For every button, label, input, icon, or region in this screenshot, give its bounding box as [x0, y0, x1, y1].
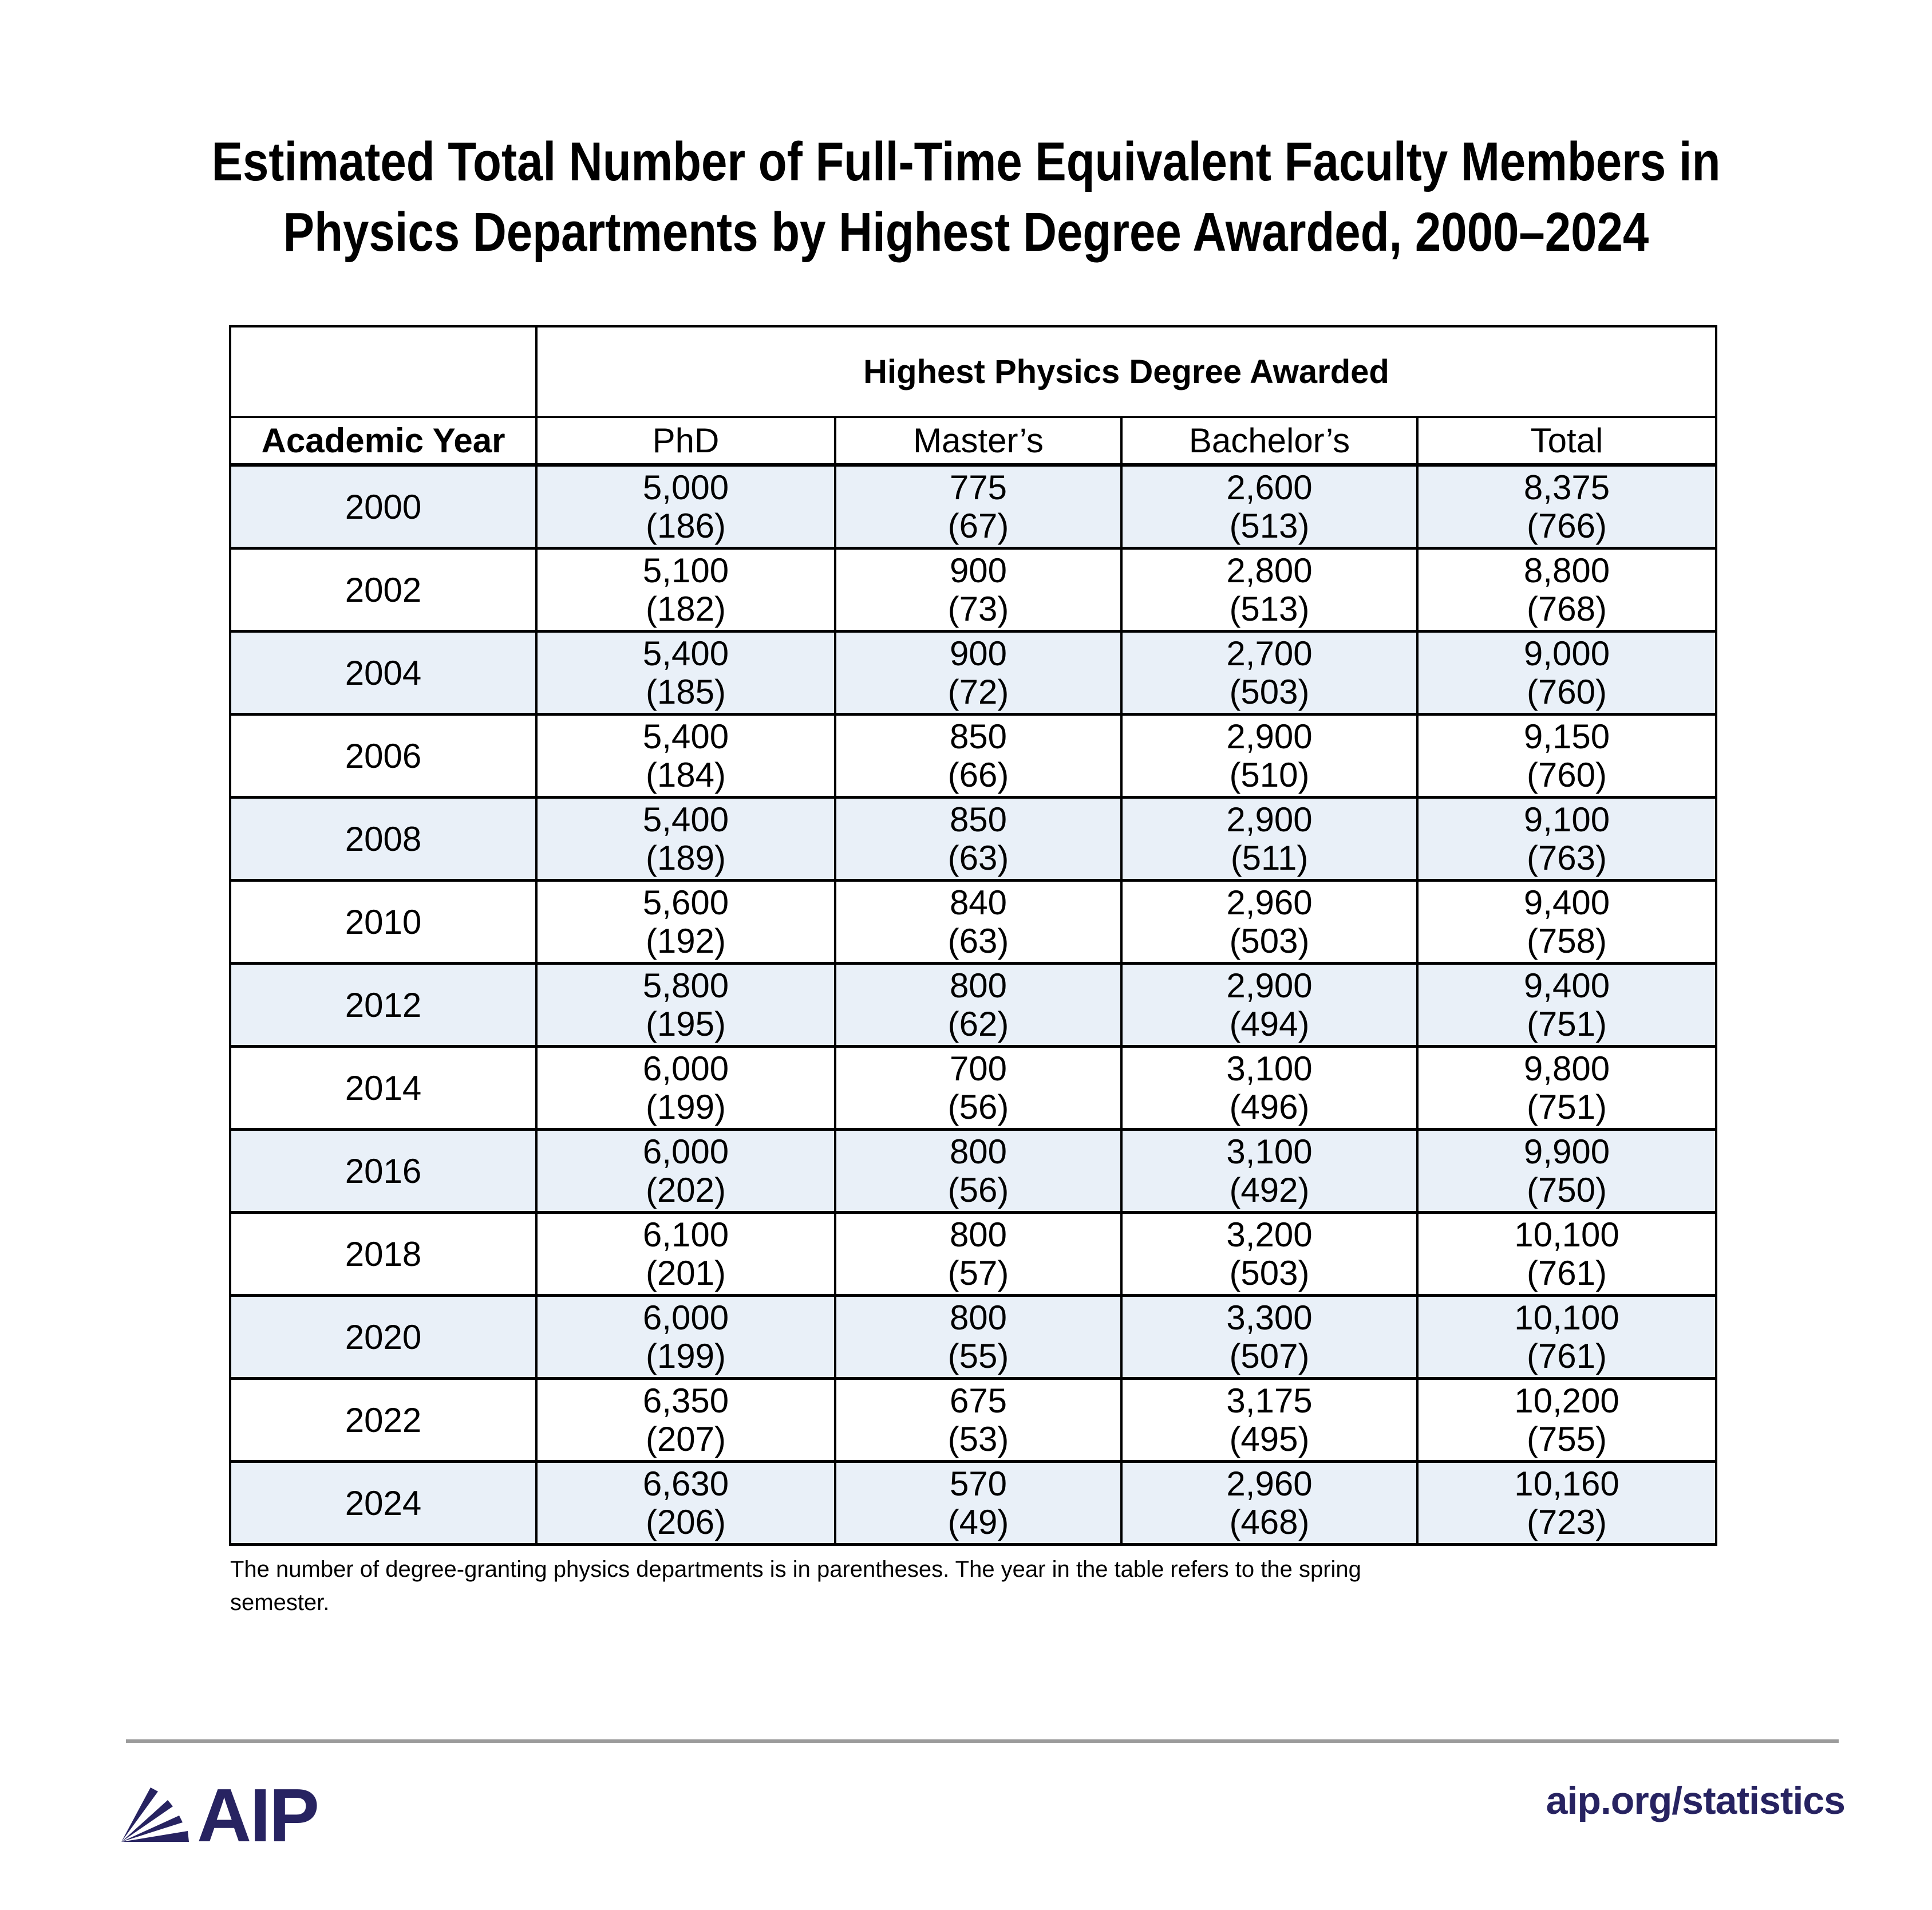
masters-departments: (55) [947, 1337, 1009, 1375]
phd-departments: (206) [645, 1503, 726, 1541]
bachelors-value: 2,700 [1226, 634, 1313, 673]
phd-departments: (184) [645, 756, 726, 794]
aip-logo [119, 1785, 330, 1848]
year-cell: 2018 [230, 1213, 536, 1296]
masters-value: 800 [949, 1132, 1008, 1171]
masters-cell [835, 798, 1121, 881]
phd-cell [536, 964, 835, 1047]
masters-departments: (53) [947, 1420, 1009, 1458]
masters-departments: (73) [947, 590, 1009, 628]
footer-divider [126, 1739, 1839, 1743]
masters-departments: (66) [947, 756, 1009, 794]
year-cell: 2014 [230, 1047, 536, 1130]
masters-cell [835, 1379, 1121, 1462]
total-value: 9,000 [1523, 634, 1610, 673]
group-header-row [230, 326, 1716, 417]
total-value: 9,150 [1523, 717, 1610, 756]
bachelors-value: 3,300 [1226, 1299, 1313, 1337]
group-header: Highest Physics Degree Awarded [536, 326, 1716, 417]
masters-departments: (49) [947, 1503, 1009, 1541]
bachelors-departments: (513) [1229, 507, 1310, 545]
phd-departments: (199) [645, 1337, 726, 1375]
year-cell: 2004 [230, 632, 536, 715]
table-row-2006 [230, 715, 1716, 798]
phd-departments: (201) [645, 1254, 726, 1292]
total-departments: (750) [1526, 1171, 1607, 1209]
total-cell [1417, 1130, 1716, 1213]
bachelors-departments: (503) [1229, 1254, 1310, 1292]
table-row-2016 [230, 1130, 1716, 1213]
bachelors-cell [1121, 1462, 1417, 1545]
table-row-2020 [230, 1296, 1716, 1379]
masters-cell [835, 1296, 1121, 1379]
bachelors-departments: (510) [1229, 756, 1310, 794]
masters-cell [835, 1130, 1121, 1213]
total-value: 10,160 [1514, 1465, 1619, 1503]
phd-departments: (186) [645, 507, 726, 545]
table-row-2008 [230, 798, 1716, 881]
bachelors-value: 2,600 [1226, 468, 1313, 507]
masters-departments: (56) [947, 1171, 1009, 1209]
total-value: 8,375 [1523, 468, 1610, 507]
masters-cell [835, 881, 1121, 964]
figure-title [0, 127, 1932, 268]
masters-value: 840 [949, 883, 1008, 922]
masters-value: 675 [949, 1382, 1008, 1420]
phd-departments: (207) [645, 1420, 726, 1458]
total-value: 9,800 [1523, 1049, 1610, 1088]
table-row-2018 [230, 1213, 1716, 1296]
total-departments: (758) [1526, 922, 1607, 960]
bachelors-value: 2,900 [1226, 966, 1313, 1005]
table-body [230, 465, 1716, 1545]
bachelors-value: 3,200 [1226, 1216, 1313, 1254]
phd-departments: (202) [645, 1171, 726, 1209]
masters-departments: (57) [947, 1254, 1009, 1292]
year-cell: 2008 [230, 798, 536, 881]
phd-value: 6,000 [642, 1049, 729, 1088]
masters-value: 570 [949, 1465, 1008, 1503]
masters-value: 900 [949, 551, 1008, 590]
bachelors-departments: (511) [1230, 839, 1309, 877]
bachelors-cell [1121, 1047, 1417, 1130]
total-cell [1417, 715, 1716, 798]
table-row-2012 [230, 964, 1716, 1047]
phd-cell [536, 1130, 835, 1213]
masters-departments: (63) [947, 922, 1009, 960]
masters-value: 850 [949, 717, 1008, 756]
column-header-academic-year: Academic Year [230, 417, 536, 465]
phd-cell [536, 1213, 835, 1296]
bachelors-departments: (495) [1229, 1420, 1310, 1458]
phd-value: 6,000 [642, 1299, 729, 1337]
total-cell [1417, 881, 1716, 964]
total-departments: (755) [1526, 1420, 1607, 1458]
corner-cell [230, 326, 536, 417]
total-cell [1417, 465, 1716, 548]
bachelors-cell [1121, 964, 1417, 1047]
aip-logo-rays-icon [121, 1787, 189, 1842]
phd-departments: (199) [645, 1088, 726, 1126]
bachelors-value: 2,900 [1226, 800, 1313, 839]
masters-departments: (62) [947, 1005, 1009, 1043]
bachelors-cell [1121, 1213, 1417, 1296]
total-departments: (723) [1526, 1503, 1607, 1541]
year-cell: 2000 [230, 465, 536, 548]
phd-cell [536, 465, 835, 548]
masters-departments: (56) [947, 1088, 1009, 1126]
aip-logo-text: AIP [197, 1785, 318, 1845]
phd-cell [536, 632, 835, 715]
masters-cell [835, 964, 1121, 1047]
table-row-2004 [230, 632, 1716, 715]
total-value: 10,100 [1514, 1299, 1619, 1337]
bachelors-value: 3,100 [1226, 1132, 1313, 1171]
bachelors-departments: (492) [1229, 1171, 1310, 1209]
bachelors-departments: (513) [1229, 590, 1310, 628]
total-departments: (751) [1526, 1088, 1607, 1126]
table-row-2024 [230, 1462, 1716, 1545]
phd-value: 6,350 [642, 1382, 729, 1420]
bachelors-value: 2,960 [1226, 1465, 1313, 1503]
masters-value: 900 [949, 634, 1008, 673]
total-value: 9,900 [1523, 1132, 1610, 1171]
phd-departments: (182) [645, 590, 726, 628]
bachelors-departments: (468) [1229, 1503, 1310, 1541]
bachelors-cell [1121, 798, 1417, 881]
bachelors-value: 2,900 [1226, 717, 1313, 756]
masters-cell [835, 632, 1121, 715]
bachelors-value: 2,960 [1226, 883, 1313, 922]
masters-cell [835, 1213, 1121, 1296]
total-cell [1417, 1213, 1716, 1296]
phd-value: 6,100 [642, 1216, 729, 1254]
column-header-row [230, 417, 1716, 465]
total-cell [1417, 1296, 1716, 1379]
bachelors-value: 2,800 [1226, 551, 1313, 590]
masters-cell [835, 715, 1121, 798]
column-header-masters: Master’s [835, 417, 1121, 465]
phd-cell [536, 1047, 835, 1130]
phd-cell [536, 715, 835, 798]
masters-value: 800 [949, 1299, 1008, 1337]
bachelors-cell [1121, 465, 1417, 548]
total-value: 8,800 [1523, 551, 1610, 590]
phd-value: 6,630 [642, 1465, 729, 1503]
total-value: 9,100 [1523, 800, 1610, 839]
total-cell [1417, 1047, 1716, 1130]
masters-cell [835, 465, 1121, 548]
bachelors-cell [1121, 1130, 1417, 1213]
phd-cell [536, 1379, 835, 1462]
total-departments: (761) [1526, 1337, 1607, 1375]
total-value: 10,200 [1514, 1382, 1619, 1420]
total-cell [1417, 964, 1716, 1047]
masters-cell [835, 1047, 1121, 1130]
total-cell [1417, 798, 1716, 881]
bachelors-departments: (507) [1229, 1337, 1310, 1375]
year-cell: 2016 [230, 1130, 536, 1213]
year-cell: 2010 [230, 881, 536, 964]
masters-value: 800 [949, 1216, 1008, 1254]
year-cell: 2002 [230, 548, 536, 632]
bachelors-departments: (503) [1229, 673, 1310, 711]
phd-cell [536, 548, 835, 632]
column-header-phd: PhD [536, 417, 835, 465]
total-departments: (766) [1526, 507, 1607, 545]
total-departments: (768) [1526, 590, 1607, 628]
title-line-1: Estimated Total Number of Full-Time Equivalent Faculty Members in [211, 131, 1721, 192]
bachelors-value: 3,100 [1226, 1049, 1313, 1088]
masters-cell [835, 548, 1121, 632]
masters-cell [835, 1462, 1121, 1545]
bachelors-cell [1121, 632, 1417, 715]
bachelors-cell [1121, 881, 1417, 964]
total-departments: (761) [1526, 1254, 1607, 1292]
masters-departments: (63) [947, 839, 1009, 877]
total-cell [1417, 1462, 1716, 1545]
phd-value: 5,000 [642, 468, 729, 507]
phd-cell [536, 1462, 835, 1545]
phd-value: 5,800 [642, 966, 729, 1005]
footnote: The number of degree-granting physics departments is in parentheses. The year in the table refers to the spring semester. [230, 1557, 1361, 1615]
year-cell: 2006 [230, 715, 536, 798]
phd-departments: (189) [645, 839, 726, 877]
table-row-2000 [230, 465, 1716, 548]
total-departments: (763) [1526, 839, 1607, 877]
total-cell [1417, 632, 1716, 715]
phd-departments: (185) [645, 673, 726, 711]
table-row-2002 [230, 548, 1716, 632]
year-cell: 2012 [230, 964, 536, 1047]
table-row-2014 [230, 1047, 1716, 1130]
bachelors-cell [1121, 1296, 1417, 1379]
phd-departments: (192) [645, 922, 726, 960]
table-row-2010 [230, 881, 1716, 964]
masters-departments: (72) [947, 673, 1009, 711]
bachelors-departments: (494) [1229, 1005, 1310, 1043]
total-departments: (751) [1526, 1005, 1607, 1043]
phd-value: 5,100 [642, 551, 729, 590]
phd-value: 5,400 [642, 800, 729, 839]
masters-value: 775 [949, 468, 1008, 507]
phd-departments: (195) [645, 1005, 726, 1043]
column-header-total: Total [1417, 417, 1716, 465]
bachelors-departments: (496) [1229, 1088, 1310, 1126]
phd-value: 5,600 [642, 883, 729, 922]
bachelors-cell [1121, 715, 1417, 798]
year-cell: 2024 [230, 1462, 536, 1545]
total-cell [1417, 1379, 1716, 1462]
column-header-bachelors: Bachelor’s [1121, 417, 1417, 465]
bachelors-value: 3,175 [1226, 1382, 1313, 1420]
phd-cell [536, 881, 835, 964]
bachelors-cell [1121, 548, 1417, 632]
phd-value: 6,000 [642, 1132, 729, 1171]
phd-value: 5,400 [642, 634, 729, 673]
masters-value: 850 [949, 800, 1008, 839]
total-value: 10,100 [1514, 1216, 1619, 1254]
total-departments: (760) [1526, 673, 1607, 711]
total-value: 9,400 [1523, 883, 1610, 922]
phd-cell [536, 1296, 835, 1379]
phd-value: 5,400 [642, 717, 729, 756]
masters-value: 800 [949, 966, 1008, 1005]
masters-departments: (67) [947, 507, 1009, 545]
total-departments: (760) [1526, 756, 1607, 794]
bachelors-cell [1121, 1379, 1417, 1462]
bachelors-departments: (503) [1229, 922, 1310, 960]
masters-value: 700 [949, 1049, 1008, 1088]
total-value: 9,400 [1523, 966, 1610, 1005]
title-line-2: Physics Departments by Highest Degree Awarded, 2000–2024 [283, 201, 1649, 263]
table-row-2022 [230, 1379, 1716, 1462]
faculty-table [229, 325, 1717, 1546]
total-cell [1417, 548, 1716, 632]
phd-cell [536, 798, 835, 881]
footer-site-text: aip.org/statistics [1546, 1779, 1845, 1822]
year-cell: 2022 [230, 1379, 536, 1462]
year-cell: 2020 [230, 1296, 536, 1379]
